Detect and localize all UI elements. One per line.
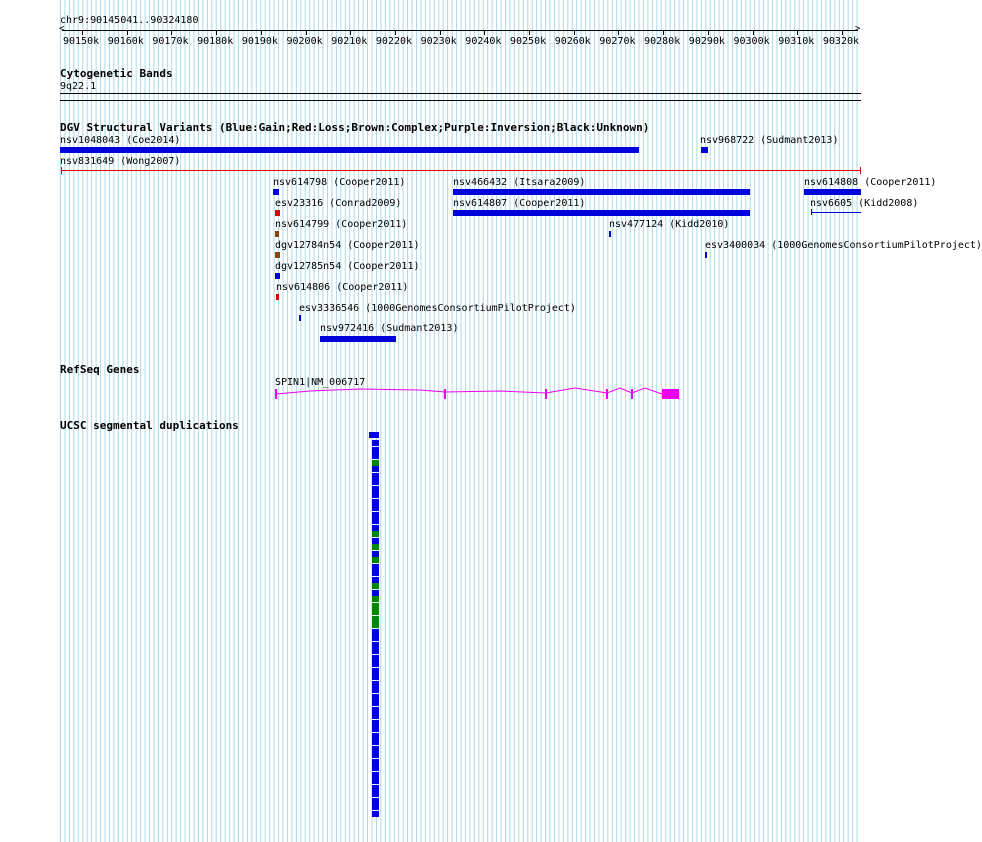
dgv-feature-label[interactable]: nsv968722 (Sudmant2013) <box>700 135 839 146</box>
segdup-feature[interactable] <box>372 655 379 661</box>
ruler-tick-label: 90260k <box>554 36 591 47</box>
segdup-feature[interactable] <box>372 453 379 459</box>
segdup-feature[interactable] <box>372 700 379 706</box>
ruler-tick-label: 90150k <box>63 36 100 47</box>
ruler-tick-label: 90200k <box>286 36 323 47</box>
segdup-track-title[interactable]: UCSC segmental duplications <box>60 419 239 432</box>
ruler-tick-label: 90170k <box>152 36 189 47</box>
segdup-feature[interactable] <box>372 687 379 693</box>
segdup-feature[interactable] <box>372 668 379 674</box>
segdup-feature[interactable] <box>372 648 379 654</box>
ruler-tick-label: 90290k <box>688 36 725 47</box>
segdup-feature[interactable] <box>372 499 379 505</box>
cytoband-label: 9q22.1 <box>60 81 97 92</box>
segdup-feature[interactable] <box>372 505 379 511</box>
segdup-feature[interactable] <box>372 681 379 687</box>
segdup-feature[interactable] <box>372 791 379 797</box>
segdup-feature[interactable] <box>372 713 379 719</box>
segdup-feature[interactable] <box>372 752 379 758</box>
segdup-feature[interactable] <box>372 518 379 524</box>
dgv-feature-label[interactable]: nsv972416 (Sudmant2013) <box>320 323 459 334</box>
coordinate-label: chr9:90145041..90324180 <box>60 15 199 26</box>
segdup-feature[interactable] <box>372 473 379 479</box>
segdup-feature[interactable] <box>372 577 379 583</box>
segdup-feature[interactable] <box>372 466 379 472</box>
segdup-feature[interactable] <box>372 570 379 576</box>
dgv-feature-label[interactable]: nsv614799 (Cooper2011) <box>275 219 408 230</box>
ruler-tick-label: 90280k <box>644 36 681 47</box>
dgv-feature-label[interactable]: esv23316 (Conrad2009) <box>275 198 402 209</box>
segdup-feature[interactable] <box>372 557 379 563</box>
gene-label[interactable]: SPIN1|NM_006717 <box>275 377 366 388</box>
segdup-feature[interactable] <box>372 811 379 817</box>
ruler-right-arrow-icon: > <box>855 24 861 34</box>
ruler-tick-label: 90240k <box>465 36 502 47</box>
ruler-tick-label: 90320k <box>822 36 860 47</box>
segdup-feature[interactable] <box>372 492 379 498</box>
segdup-feature[interactable] <box>372 798 379 804</box>
segdup-feature[interactable] <box>372 726 379 732</box>
gene-model[interactable] <box>0 0 890 420</box>
segdup-feature[interactable] <box>372 531 379 537</box>
ruler-tick-label: 90210k <box>331 36 368 47</box>
segdup-feature[interactable] <box>372 603 379 609</box>
ruler-tick-label: 90230k <box>420 36 457 47</box>
segdup-feature[interactable] <box>372 765 379 771</box>
segdup-feature[interactable] <box>372 804 379 810</box>
segdup-feature[interactable] <box>372 596 379 602</box>
segdup-feature[interactable] <box>372 583 379 589</box>
segdup-feature[interactable] <box>372 733 379 739</box>
ruler-left-arrow-icon: < <box>59 24 65 34</box>
segdup-feature[interactable] <box>372 486 379 492</box>
segdup-feature[interactable] <box>369 432 379 438</box>
segdup-feature[interactable] <box>372 778 379 784</box>
segdup-feature[interactable] <box>372 590 379 596</box>
dgv-feature-label[interactable]: nsv614806 (Cooper2011) <box>276 282 409 293</box>
dgv-feature-label[interactable]: dgv12785n54 (Cooper2011) <box>275 261 420 272</box>
segdup-feature[interactable] <box>372 564 379 570</box>
refseq-track-title[interactable]: RefSeq Genes <box>60 363 140 376</box>
dgv-feature-label[interactable]: esv3336546 (1000GenomesConsortiumPilotProject) <box>299 303 576 314</box>
dgv-feature-label[interactable]: nsv614807 (Cooper2011) <box>453 198 586 209</box>
dgv-feature-label[interactable]: dgv12784n54 (Cooper2011) <box>275 240 420 251</box>
segdup-feature[interactable] <box>372 720 379 726</box>
segdup-feature[interactable] <box>372 759 379 765</box>
segdup-feature[interactable] <box>372 785 379 791</box>
dgv-feature-label[interactable]: nsv1048043 (Coe2014) <box>60 135 181 146</box>
segdup-feature[interactable] <box>372 629 379 635</box>
dgv-feature-label[interactable]: nsv466432 (Itsara2009) <box>453 177 586 188</box>
ruler-tick-label: 90300k <box>733 36 770 47</box>
ruler-tick-label: 90270k <box>599 36 636 47</box>
segdup-feature[interactable] <box>372 616 379 622</box>
segdup-feature[interactable] <box>372 674 379 680</box>
cytoband-track-title[interactable]: Cytogenetic Bands <box>60 67 173 80</box>
segdup-feature[interactable] <box>372 479 379 485</box>
dgv-track-title[interactable]: DGV Structural Variants (Blue:Gain;Red:Loss;Brown:Complex;Purple:Inversion;Black:Unknown) <box>60 121 650 134</box>
segdup-feature[interactable] <box>372 551 379 557</box>
dgv-feature-label[interactable]: nsv614808 (Cooper2011) <box>804 177 937 188</box>
segdup-feature[interactable] <box>372 447 379 453</box>
dgv-feature-label[interactable]: nsv6605 (Kidd2008) <box>810 198 919 209</box>
ruler-tick-label: 90220k <box>375 36 413 47</box>
ruler-tick-label: 90310k <box>778 36 815 47</box>
segdup-feature[interactable] <box>372 772 379 778</box>
ruler-tick-label: 90190k <box>241 36 278 47</box>
ruler-tick-label: 90160k <box>107 36 144 47</box>
ruler-tick-label: 90250k <box>510 36 547 47</box>
segdup-feature[interactable] <box>372 635 379 641</box>
dgv-feature-label[interactable]: nsv831649 (Wong2007) <box>60 156 181 167</box>
segdup-feature[interactable] <box>372 440 379 446</box>
segdup-feature[interactable] <box>372 746 379 752</box>
dgv-feature-label[interactable]: nsv614798 (Cooper2011) <box>273 177 406 188</box>
segdup-feature[interactable] <box>372 707 379 713</box>
dgv-feature-label[interactable]: esv3400034 (1000GenomesConsortiumPilotProject) <box>705 240 982 251</box>
segdup-feature[interactable] <box>372 622 379 628</box>
segdup-feature[interactable] <box>372 609 379 615</box>
ruler-tick-label: 90180k <box>197 36 234 47</box>
segdup-feature[interactable] <box>372 512 379 518</box>
dgv-feature-label[interactable]: nsv477124 (Kidd2010) <box>609 219 730 230</box>
segdup-feature[interactable] <box>372 642 379 648</box>
segdup-feature[interactable] <box>372 661 379 667</box>
segdup-feature[interactable] <box>372 460 379 466</box>
segdup-feature[interactable] <box>372 538 379 544</box>
segdup-feature[interactable] <box>372 739 379 745</box>
segdup-feature[interactable] <box>372 544 379 550</box>
segdup-feature[interactable] <box>372 525 379 531</box>
segdup-feature[interactable] <box>372 694 379 700</box>
